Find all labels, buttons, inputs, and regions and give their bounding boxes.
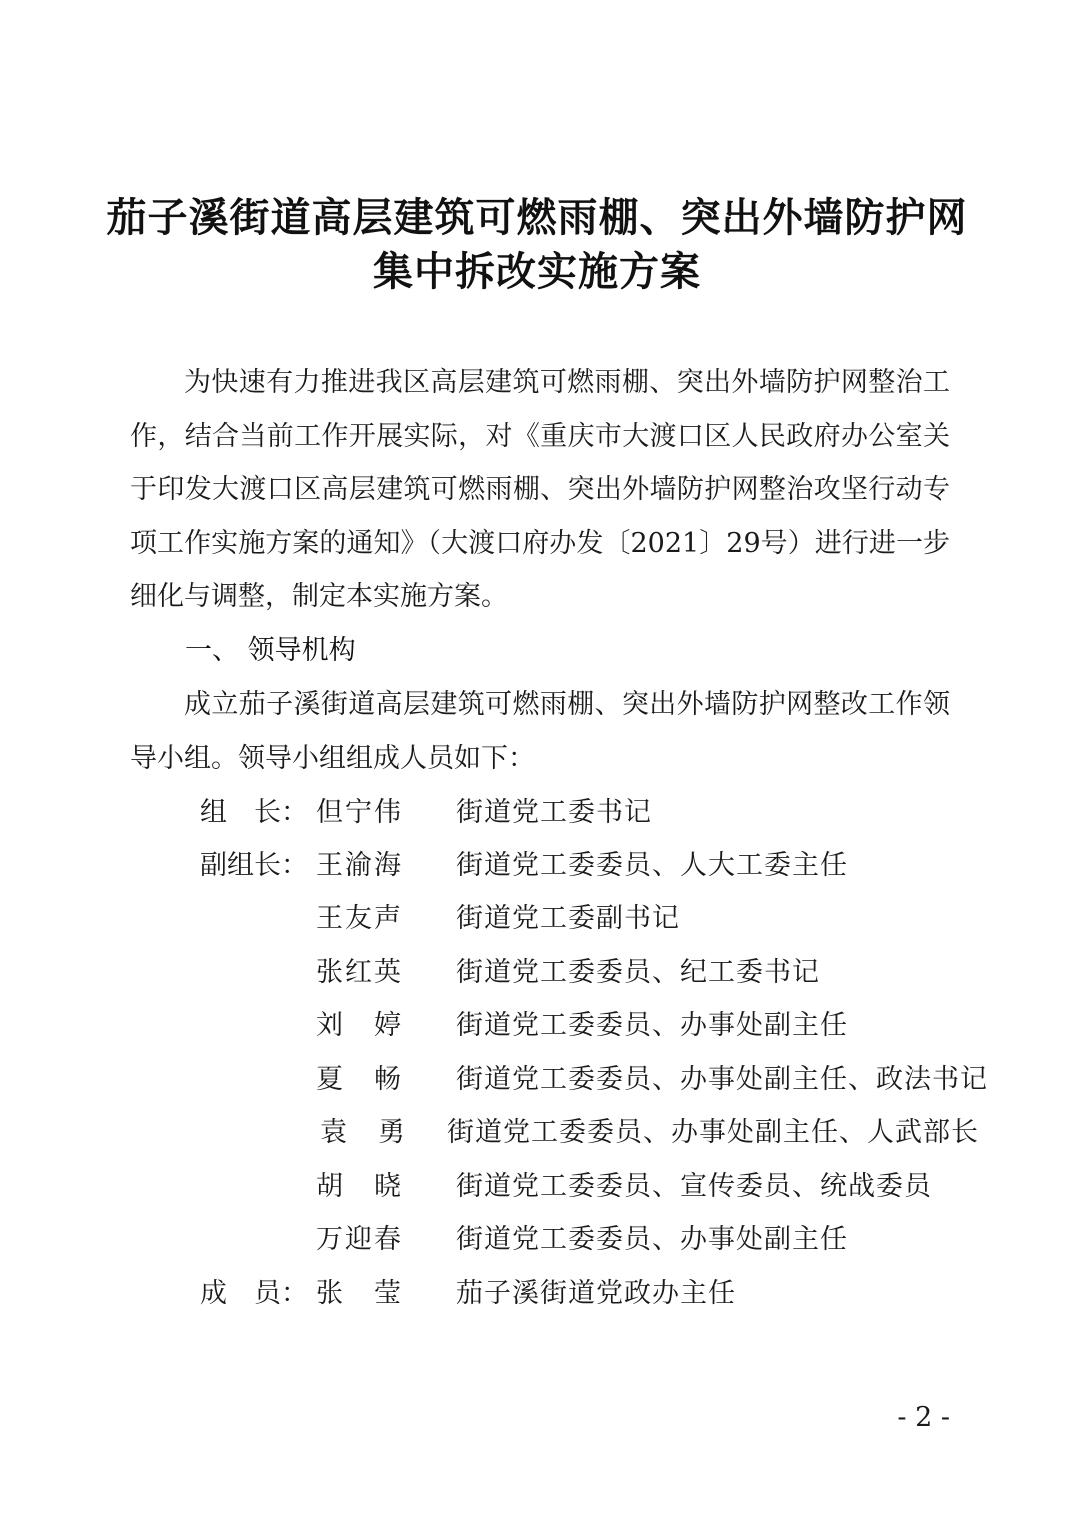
member-name: 胡 晓 <box>316 1171 403 1202</box>
member-duty: 街道党工委书记 <box>456 797 652 828</box>
member-duty: 街道党工委委员、人大工委主任 <box>456 850 848 881</box>
member-name: 但宁伟 <box>316 797 403 828</box>
member-duty: 街道党工委委员、办事处副主任 <box>456 1224 848 1255</box>
member-name: 张红英 <box>316 957 403 988</box>
member-duty: 街道党工委委员、办事处副主任、人武部长 <box>447 1117 979 1148</box>
member-row <box>0 1053 1074 1106</box>
member-name: 王友声 <box>316 903 403 934</box>
section-paragraph-leadership: 成立茄子溪街道高层建筑可燃雨棚、突出外墙防护网整改工作领导小组。领导小组组成人员如下： <box>130 689 950 774</box>
member-name: 万迎春 <box>316 1224 403 1255</box>
member-duty: 街道党工委委员、办事处副主任、政法书记 <box>456 1064 988 1095</box>
member-row <box>0 1267 1074 1320</box>
member-row <box>0 946 1074 999</box>
member-row <box>0 1106 1074 1159</box>
section-heading-leadership: 一、 领导机构 <box>185 635 356 666</box>
member-row <box>0 892 1074 945</box>
document-title-line2: 集中拆改实施方案 <box>373 249 701 295</box>
member-role: 成 员： <box>200 1278 308 1309</box>
member-duty: 茄子溪街道党政办主任 <box>456 1278 736 1309</box>
member-duty: 街道党工委委员、纪工委书记 <box>456 957 820 988</box>
member-name: 张 莹 <box>316 1278 403 1309</box>
member-name: 刘 婷 <box>316 1010 403 1041</box>
member-name: 袁 勇 <box>320 1117 407 1148</box>
document-title-line1: 茄子溪街道高层建筑可燃雨棚、突出外墙防护网 <box>106 195 968 241</box>
member-row <box>0 1213 1074 1266</box>
page-number: - 2 - <box>897 1402 950 1433</box>
member-row <box>0 999 1074 1052</box>
member-role: 副组长： <box>200 850 308 881</box>
member-duty: 街道党工委委员、宣传委员、统战委员 <box>456 1171 932 1202</box>
intro-paragraph: 为快速有力推进我区高层建筑可燃雨棚、突出外墙防护网整治工作，结合当前工作开展实际，对《重庆市大渡口区人民政府办公室关于印发大渡口区高层建筑可燃雨棚、突出外墙防护网整治攻坚行动专项工作实施方案的通知》（大渡口府办发〔2021〕29号）进行进一步细化与调整，制定本实施方案。 <box>130 367 950 612</box>
member-duty: 街道党工委副书记 <box>456 903 680 934</box>
member-duty: 街道党工委委员、办事处副主任 <box>456 1010 848 1041</box>
member-name: 王渝海 <box>316 850 403 881</box>
member-row <box>0 1160 1074 1213</box>
member-role: 组 长： <box>200 797 308 828</box>
member-row <box>0 839 1074 892</box>
member-name: 夏 畅 <box>316 1064 403 1095</box>
member-row <box>0 786 1074 839</box>
